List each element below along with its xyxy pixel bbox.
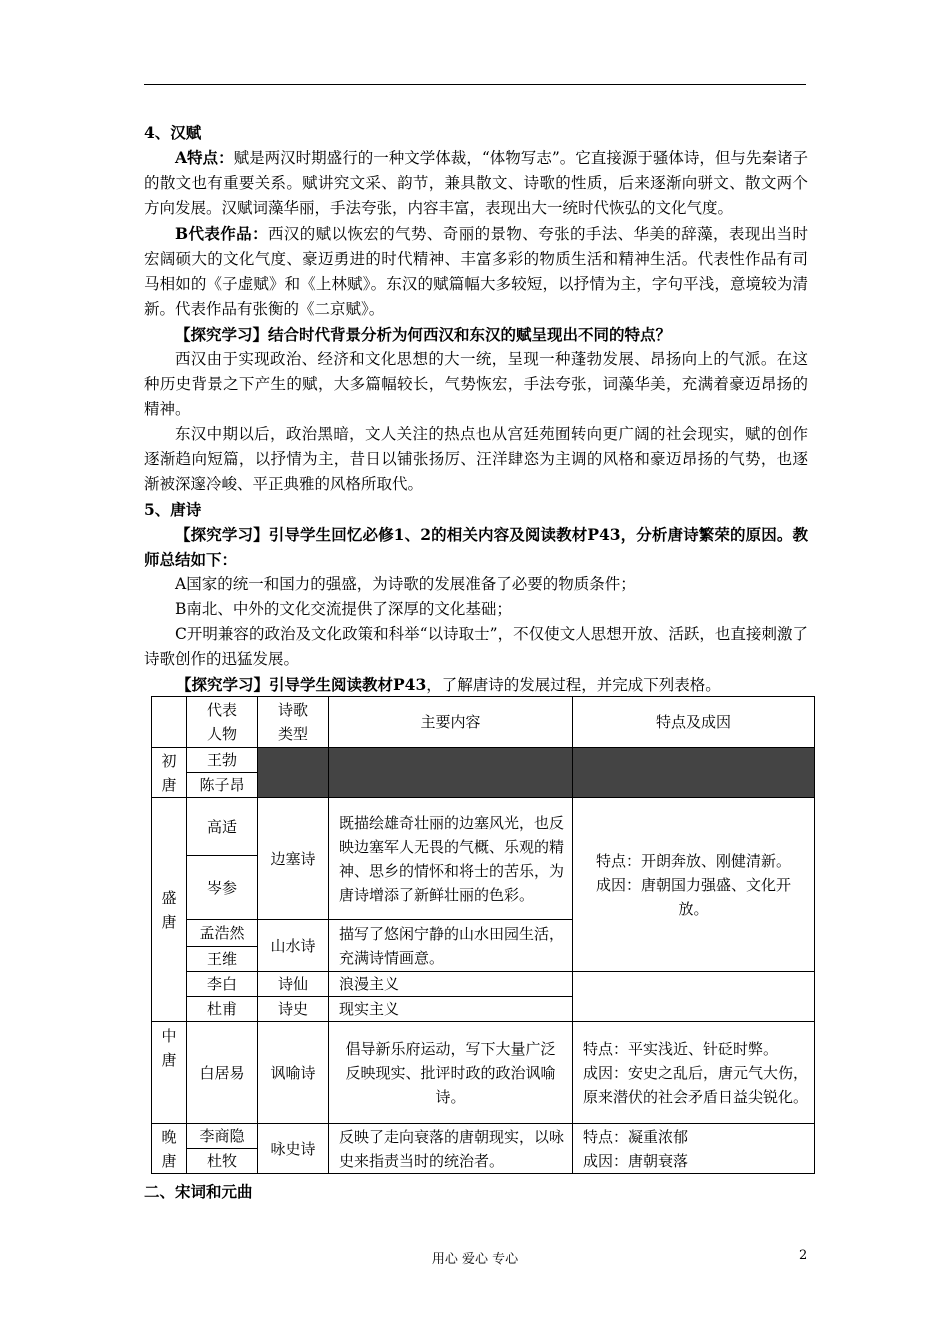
section-title-tangshi: 5、唐诗	[144, 500, 202, 519]
table-row	[152, 1124, 815, 1149]
shaded-cell	[329, 748, 573, 798]
inquiry-hanfu: 【探究学习】结合时代背景分析为何西汉和东汉的赋呈现出不同的特点？	[175, 325, 672, 344]
type-cell: 讽喻诗	[258, 1022, 329, 1124]
header-person: 代表人物	[187, 697, 258, 748]
person-cell: 杜牧	[187, 1149, 258, 1174]
paragraph-western-han: 西汉由于实现政治、经济和文化思想的大一统，呈现一种蓬勃发展、昂扬向上的气派。在这种历史背景之下产生的赋，大多篇幅较长，气势恢宏，手法夸张，词藻华美，充满着豪迈昂扬的精神。	[144, 350, 808, 418]
tang-poetry-table	[151, 696, 815, 1174]
table-row	[152, 748, 815, 773]
reason-a: A国家的统一和国力的强盛，为诗歌的发展准备了必要的物质条件；	[175, 575, 636, 593]
hanfu-works: B代表作品：西汉的赋以恢宏的气势、奇丽的景物、夸张的手法、华美的辞藻，表现出当时宏阔硕大的文化气度、豪迈勇进的时代精神、丰富多彩的物质生活和精神生活。代表性作品有司马相如的《子虚赋》和《上林赋》。东汉的赋篇幅大多较短，以抒情为主，字句平浅，意境较为清新。代表作品有张衡的《二京赋》。	[144, 224, 808, 318]
inquiry-tang-1: 【探究学习】引导学生回忆必修1、2的相关内容及阅读教材P43，分析唐诗繁荣的原因。教师总结如下：	[144, 525, 808, 569]
content-cell: 浪漫主义	[329, 972, 573, 997]
table-row	[152, 798, 815, 856]
shaded-cell	[573, 748, 815, 798]
main-content	[144, 120, 808, 672]
header-blank	[152, 697, 187, 748]
table-header-row	[152, 697, 815, 748]
page-number: 2	[799, 1248, 808, 1263]
footer-slogan: 用心 爱心 专心	[431, 1252, 519, 1267]
section-title-hanfu: 4、汉赋	[144, 123, 202, 142]
feature-cell-high: 特点：开朗奔放、刚健清新。 成因：唐朝国力强盛、文化开放。	[573, 798, 815, 972]
inquiry-tang-2: 【探究学习】引导学生阅读教材P43，了解唐诗的发展过程，并完成下列表格。	[176, 675, 721, 694]
type-cell: 诗史	[258, 997, 329, 1022]
period-early: 初唐	[152, 748, 187, 798]
person-cell: 孟浩然	[187, 920, 258, 947]
shaded-cell	[258, 748, 329, 798]
content-cell: 倡导新乐府运动，写下大量广泛反映现实、批评时政的政治讽喻诗。	[329, 1022, 573, 1124]
content-cell: 既描绘雄奇壮丽的边塞风光，也反映边塞军人无畏的气概、乐观的精神、思乡的情怀和将士的苦乐，为唐诗增添了新鲜壮丽的色彩。	[329, 798, 573, 920]
label-a: A特点：	[175, 148, 234, 167]
period-high: 盛唐	[152, 798, 187, 1022]
reason-b: B南北、中外的文化交流提供了深厚的文化基础；	[175, 600, 512, 618]
header-content: 主要内容	[329, 697, 573, 748]
section-title-songci: 二、宋词和元曲	[144, 1182, 253, 1201]
header-rule	[144, 84, 806, 85]
period-late: 晚唐	[152, 1124, 187, 1174]
person-cell: 王维	[187, 947, 258, 972]
type-cell: 山水诗	[258, 920, 329, 972]
content-cell: 反映了走向衰落的唐朝现实，以咏史来指责当时的统治者。	[329, 1124, 573, 1174]
person-cell: 高适	[187, 798, 258, 856]
empty-cell	[573, 972, 815, 1022]
content-cell: 现实主义	[329, 997, 573, 1022]
feature-cell-mid: 特点：平实浅近、针砭时弊。 成因：安史之乱后，唐元气大伤，原来潜伏的社会矛盾日益尖锐化。	[573, 1022, 815, 1124]
header-feature: 特点及成因	[573, 697, 815, 748]
person-cell: 李白	[187, 972, 258, 997]
hanfu-features: A特点：赋是两汉时期盛行的一种文学体裁，“体物写志”。它直接源于骚体诗，但与先秦诸子的散文也有重要关系。赋讲究文采、韵节，兼具散文、诗歌的性质，后来逐渐向骈文、散文两个方向发展。汉赋词藻华丽，手法夸张，内容丰富，表现出大一统时代恢弘的文化气度。	[144, 148, 808, 217]
period-mid: 中唐	[152, 1022, 187, 1124]
person-cell: 李商隐	[187, 1124, 258, 1149]
content-cell: 描写了悠闲宁静的山水田园生活，充满诗情画意。	[329, 920, 573, 972]
person-cell: 杜甫	[187, 997, 258, 1022]
person-cell: 王勃	[187, 748, 258, 773]
label-b: B代表作品：	[175, 224, 268, 243]
person-cell: 陈子昂	[187, 773, 258, 798]
type-cell: 诗仙	[258, 972, 329, 997]
feature-cell-late: 特点：凝重浓郁 成因：唐朝衰落	[573, 1124, 815, 1174]
type-cell: 咏史诗	[258, 1124, 329, 1174]
reason-c: C开明兼容的政治及文化政策和科举“以诗取士”，不仅使文人思想开放、活跃，也直接刺激了诗歌创作的迅猛发展。	[144, 625, 808, 668]
person-cell: 岑参	[187, 856, 258, 920]
table-row	[152, 972, 815, 997]
person-cell: 白居易	[187, 1022, 258, 1124]
table-row	[152, 1022, 815, 1124]
type-cell: 边塞诗	[258, 798, 329, 920]
header-type: 诗歌类型	[258, 697, 329, 748]
paragraph-eastern-han: 东汉中期以后，政治黑暗，文人关注的热点也从宫廷苑囿转向更广阔的社会现实，赋的创作逐渐趋向短篇，以抒情为主，昔日以铺张扬厉、汪洋肆恣为主调的风格和豪迈昂扬的气势，也逐渐被深邃冷峻、平正典雅的风格所取代。	[144, 425, 808, 493]
